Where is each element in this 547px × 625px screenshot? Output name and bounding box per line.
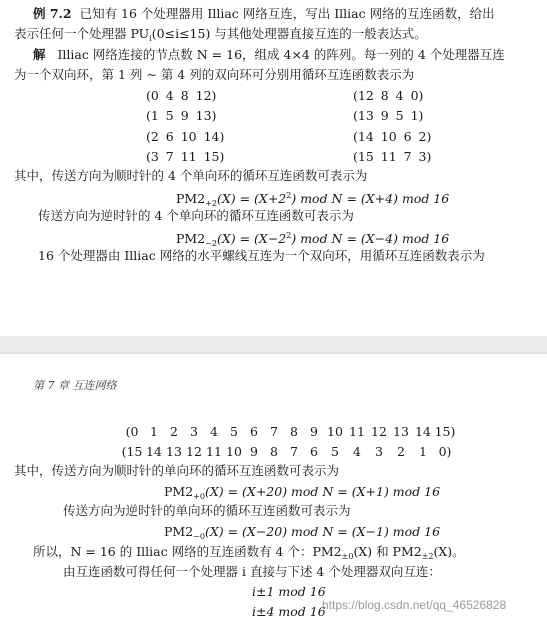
result-1: i±1 mod 16 xyxy=(252,584,326,599)
ccw-single-description: 传送方向为逆时针的单向环的循环互连函数可表示为 xyxy=(63,503,351,518)
pm-minus2-sub: −2 xyxy=(205,239,217,248)
pm-plus0-expr: (X) = (X+20) mod N = (X+1) mod 16 xyxy=(204,484,441,499)
pm-plus0-name: PM2 xyxy=(164,484,194,499)
cycle-element: 12 xyxy=(371,424,387,439)
cycle-element: 12 xyxy=(186,444,202,459)
cycle-right-3: (14 10 6 2) xyxy=(353,129,432,144)
pu-subscript: i xyxy=(149,34,152,43)
pm-minus2-name: PM2 xyxy=(176,231,206,246)
cycle-element: 8 xyxy=(290,424,298,439)
cycle-element: 15) xyxy=(434,424,456,439)
result-2: i±4 mod 16 xyxy=(252,604,326,619)
cycle-left-3: (2 6 10 14) xyxy=(146,129,225,144)
solution-line-2: 为一个双向环，第 1 列 ~ 第 4 列的双向环可分别用循环互连函数表示为 xyxy=(14,67,415,82)
pm-plus2-tail: ) mod N = (X+4) mod 16 xyxy=(291,191,450,206)
conclusion-line: 由互连函数可得任何一个处理器 i 直接与下述 4 个处理器双向互连： xyxy=(63,564,441,579)
cycle-right-4: (15 11 7 3) xyxy=(353,149,432,164)
pm-minus0-expr: (X) = (X−20) mod N = (X−1) mod 16 xyxy=(204,524,441,539)
solution-line-1 xyxy=(33,47,505,63)
summary-pre: 所以，N = 16 的 Illiac 网络的互连函数有 4 个：PM2 xyxy=(33,544,342,559)
pm-minus0-formula xyxy=(164,524,440,545)
summary-mid: (X) 和 PM2 xyxy=(353,544,422,559)
cycle-right-1: (12 8 4 0) xyxy=(353,88,424,103)
solution-text-1: Illiac 网络连接的节点数 N = 16，组成 4×4 的阵列。每一列的 4 个处理器互连 xyxy=(57,47,505,62)
cycle-element: 4 xyxy=(210,424,218,439)
solution-label: 解 xyxy=(33,47,46,62)
pm-plus2-expr: (X) = (X+2 xyxy=(216,191,287,206)
cycle-element: 5 xyxy=(331,444,339,459)
spiral-description: 16 个处理器由 Illiac 网络的水平螺线互连为一个双向环，用循环互连函数表示为 xyxy=(38,248,485,263)
big-cycle-row-2 xyxy=(120,444,456,460)
pm-plus0-formula xyxy=(164,484,440,505)
summary-line xyxy=(33,544,465,565)
page-separator-edge xyxy=(0,352,547,354)
cycle-element: 2 xyxy=(170,424,178,439)
cycle-element: 9 xyxy=(310,424,318,439)
cycle-element: 11 xyxy=(206,444,222,459)
cycle-element: 0) xyxy=(438,444,452,459)
summary-sub-2: ±2 xyxy=(421,552,434,561)
cycle-element: (0 xyxy=(125,424,139,439)
cycle-element: 3 xyxy=(375,444,383,459)
pm-minus0-name: PM2 xyxy=(164,524,194,539)
cycle-element: 7 xyxy=(290,444,298,459)
cycle-element: 10 xyxy=(327,424,343,439)
pm-minus2-expr: (X) = (X−2 xyxy=(216,231,287,246)
cycle-left-4: (3 7 11 15) xyxy=(146,149,225,164)
cycle-element: 7 xyxy=(270,424,278,439)
watermark: https://blog.csdn.net/qq_46526828 xyxy=(322,598,507,612)
pm-plus2-sup: 2 xyxy=(286,191,292,200)
pm-plus0-sub: +0 xyxy=(193,492,205,501)
cw-description: 其中，传送方向为顺时针的 4 个单向环的循环互连函数可表示为 xyxy=(14,168,368,183)
page-separator xyxy=(0,336,547,352)
problem-text-2a: 表示任何一个处理器 PU xyxy=(14,26,150,41)
cycle-element: 1 xyxy=(419,444,427,459)
cycle-element: 14 xyxy=(146,444,162,459)
cycle-element: 2 xyxy=(397,444,405,459)
problem-line-1 xyxy=(33,6,495,22)
cycle-element: 9 xyxy=(250,444,258,459)
cycle-element: 4 xyxy=(353,444,361,459)
cycle-element: 6 xyxy=(310,444,318,459)
cycle-element: 13 xyxy=(166,444,182,459)
chapter-header: 第 7 章 互连网络 xyxy=(33,379,117,392)
cycle-element: 14 xyxy=(415,424,431,439)
summary-sub-1: ±0 xyxy=(341,552,354,561)
cycle-element: 3 xyxy=(190,424,198,439)
problem-text-2b: (0≤i≤15) 与其他处理器直接互连的一般表达式。 xyxy=(151,26,427,41)
cycle-element: 5 xyxy=(230,424,238,439)
cycle-element: 6 xyxy=(250,424,258,439)
example-label: 例 7.2 xyxy=(33,6,72,21)
cycle-element: 8 xyxy=(270,444,278,459)
summary-post: (X)。 xyxy=(433,544,465,559)
cycle-left-2: (1 5 9 13) xyxy=(146,108,217,123)
cycle-element: 13 xyxy=(393,424,409,439)
pm-minus2-tail: ) mod N = (X−4) mod 16 xyxy=(291,231,450,246)
pm-minus0-sub: −0 xyxy=(193,532,205,541)
cycle-element: 11 xyxy=(349,424,365,439)
big-cycle-row-1 xyxy=(120,424,456,440)
cycle-element: 1 xyxy=(150,424,158,439)
problem-line-2 xyxy=(14,26,427,47)
pm-plus2-sub: +2 xyxy=(205,199,217,208)
cycle-element: (15 xyxy=(121,444,143,459)
cw-single-description: 其中，传送方向为顺时针的单向环的循环互连函数可表示为 xyxy=(14,463,340,478)
cycle-element: 10 xyxy=(226,444,242,459)
pm-minus2-sup: 2 xyxy=(286,231,292,240)
pm-plus2-name: PM2 xyxy=(176,191,206,206)
problem-text-1: 已知有 16 个处理器用 Illiac 网络互连，写出 Illiac 网络的互连函数，给出 xyxy=(79,6,495,21)
cycle-right-2: (13 9 5 1) xyxy=(353,108,424,123)
cycle-left-1: (0 4 8 12) xyxy=(146,88,217,103)
ccw-description: 传送方向为逆时针的 4 个单向环的循环互连函数可表示为 xyxy=(38,208,354,223)
